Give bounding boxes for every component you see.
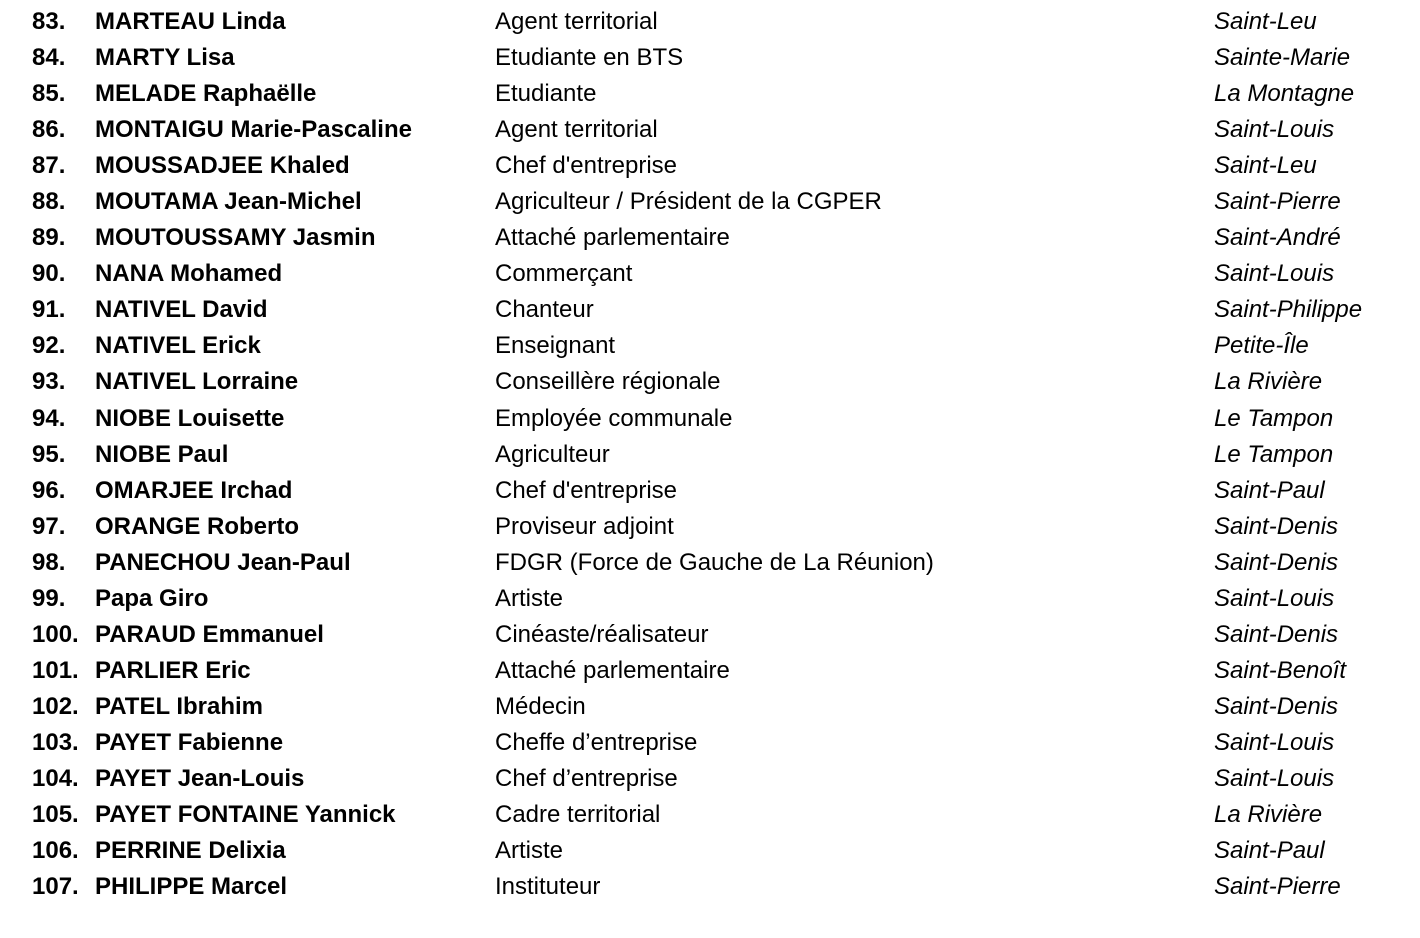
person-occupation: Conseillère régionale — [495, 368, 721, 396]
person-town: Saint-Leu — [1214, 8, 1317, 35]
list-item-number: 85. — [32, 80, 66, 108]
person-town: Saint-Pierre — [1214, 873, 1341, 901]
list-item-number: 97. — [32, 512, 66, 540]
person-town: Saint-Benoît — [1214, 656, 1347, 684]
list-item-number: 98. — [32, 548, 66, 576]
person-town: Saint-Louis — [1214, 764, 1335, 792]
person-occupation: FDGR (Force de Gauche de La Réunion) — [495, 548, 934, 576]
list-item-number: 83. — [32, 8, 66, 35]
person-town: Saint-Louis — [1214, 260, 1335, 288]
list-item-number: 87. — [32, 152, 66, 180]
list-item-number: 84. — [32, 44, 66, 72]
person-name: NANA Mohamed — [95, 260, 283, 288]
person-occupation: Employée communale — [495, 404, 733, 432]
list-item — [0, 40, 1420, 76]
person-name: PAYET FONTAINE Yannick — [95, 801, 396, 829]
list-item-number: 107. — [32, 873, 79, 901]
person-name: PHILIPPE Marcel — [95, 873, 288, 901]
list-item-number: 94. — [32, 404, 66, 432]
person-name: NATIVEL David — [95, 296, 268, 324]
list-item-number: 105. — [32, 801, 79, 829]
list-item — [0, 761, 1420, 797]
person-name: MARTEAU Linda — [95, 8, 286, 35]
list-item-number: 101. — [32, 656, 79, 684]
person-town: Saint-Louis — [1214, 584, 1335, 612]
person-occupation: Cinéaste/réalisateur — [495, 620, 709, 648]
person-occupation: Enseignant — [495, 332, 616, 360]
list-item — [0, 797, 1420, 833]
person-town: Saint-Louis — [1214, 728, 1335, 756]
list-item — [0, 4, 1420, 40]
person-town: Saint-Pierre — [1214, 188, 1341, 216]
list-item — [0, 869, 1420, 905]
person-name: MONTAIGU Marie-Pascaline — [95, 116, 412, 144]
person-occupation: Agent territorial — [495, 8, 658, 35]
person-occupation: Etudiante — [495, 80, 597, 108]
candidate-list — [0, 4, 1420, 905]
list-item — [0, 148, 1420, 184]
person-name: NATIVEL Erick — [95, 332, 261, 360]
list-item — [0, 328, 1420, 364]
person-town: Saint-Leu — [1214, 152, 1317, 180]
list-item-number: 102. — [32, 692, 79, 720]
person-occupation: Chanteur — [495, 296, 594, 324]
person-occupation: Proviseur adjoint — [495, 512, 674, 540]
person-town: Saint-Paul — [1214, 476, 1325, 504]
person-town: Saint-Louis — [1214, 116, 1335, 144]
list-item-number: 100. — [32, 620, 79, 648]
person-town: Petite-Île — [1214, 332, 1309, 360]
list-item — [0, 256, 1420, 292]
person-town: Saint-Denis — [1214, 548, 1339, 576]
person-occupation: Commerçant — [495, 260, 633, 288]
person-occupation: Chef d'entreprise — [495, 152, 678, 180]
list-item — [0, 617, 1420, 653]
list-item — [0, 437, 1420, 473]
list-item-number: 86. — [32, 116, 66, 144]
list-item — [0, 725, 1420, 761]
person-name: MOUTOUSSAMY Jasmin — [95, 224, 376, 252]
person-name: NATIVEL Lorraine — [95, 368, 299, 396]
person-occupation: Artiste — [495, 837, 564, 865]
person-town: Saint-Philippe — [1214, 296, 1363, 324]
list-item-number: 90. — [32, 260, 66, 288]
person-occupation: Agriculteur / Président de la CGPER — [495, 188, 882, 216]
list-item — [0, 184, 1420, 220]
person-occupation: Attaché parlementaire — [495, 656, 730, 684]
list-item — [0, 112, 1420, 148]
person-town: Saint-Denis — [1214, 512, 1339, 540]
list-item — [0, 653, 1420, 689]
person-occupation: Agriculteur — [495, 440, 610, 468]
person-name: Papa Giro — [95, 584, 209, 612]
person-name: PARAUD Emmanuel — [95, 620, 324, 648]
list-item — [0, 833, 1420, 869]
person-town: La Montagne — [1214, 80, 1355, 108]
person-name: OMARJEE Irchad — [95, 476, 293, 504]
person-occupation: Agent territorial — [495, 116, 658, 144]
person-town: Saint-Paul — [1214, 837, 1325, 865]
list-item-number: 103. — [32, 728, 79, 756]
person-occupation: Attaché parlementaire — [495, 224, 730, 252]
list-item — [0, 364, 1420, 400]
person-town: La Rivière — [1214, 368, 1323, 396]
person-town: Saint-André — [1214, 224, 1341, 252]
person-name: ORANGE Roberto — [95, 512, 299, 540]
list-item-number: 92. — [32, 332, 66, 360]
person-name: MELADE Raphaëlle — [95, 80, 317, 108]
list-item-number: 104. — [32, 764, 79, 792]
list-item — [0, 473, 1420, 509]
person-name: MOUTAMA Jean-Michel — [95, 188, 362, 216]
person-name: MOUSSADJEE Khaled — [95, 152, 350, 180]
person-name: NIOBE Paul — [95, 440, 229, 468]
list-item-number: 91. — [32, 296, 66, 324]
list-item-number: 93. — [32, 368, 66, 396]
list-item — [0, 509, 1420, 545]
list-item — [0, 401, 1420, 437]
person-town: Sainte-Marie — [1214, 44, 1351, 72]
person-name: PARLIER Eric — [95, 656, 251, 684]
person-occupation: Médecin — [495, 692, 586, 720]
person-town: Le Tampon — [1214, 404, 1334, 432]
list-item-number: 96. — [32, 476, 66, 504]
list-item — [0, 689, 1420, 725]
person-town: Saint-Denis — [1214, 692, 1339, 720]
person-name: NIOBE Louisette — [95, 404, 285, 432]
person-name: PAYET Jean-Louis — [95, 764, 305, 792]
list-item — [0, 545, 1420, 581]
person-name: PATEL Ibrahim — [95, 692, 264, 720]
person-name: PERRINE Delixia — [95, 837, 286, 865]
list-item — [0, 581, 1420, 617]
list-item-number: 95. — [32, 440, 66, 468]
person-name: PAYET Fabienne — [95, 728, 284, 756]
person-occupation: Cheffe d’entreprise — [495, 728, 698, 756]
list-item-number: 99. — [32, 584, 66, 612]
person-occupation: Artiste — [495, 584, 564, 612]
list-item — [0, 292, 1420, 328]
person-town: Le Tampon — [1214, 440, 1334, 468]
person-name: MARTY Lisa — [95, 44, 235, 72]
list-item — [0, 220, 1420, 256]
person-occupation: Instituteur — [495, 873, 601, 901]
person-occupation: Etudiante en BTS — [495, 44, 684, 72]
person-town: La Rivière — [1214, 801, 1323, 829]
person-occupation: Cadre territorial — [495, 801, 661, 829]
person-occupation: Chef d’entreprise — [495, 764, 678, 792]
list-item-number: 89. — [32, 224, 66, 252]
person-occupation: Chef d'entreprise — [495, 476, 678, 504]
list-item-number: 106. — [32, 837, 79, 865]
list-item-number: 88. — [32, 188, 66, 216]
person-town: Saint-Denis — [1214, 620, 1339, 648]
person-name: PANECHOU Jean-Paul — [95, 548, 351, 576]
list-item — [0, 76, 1420, 112]
